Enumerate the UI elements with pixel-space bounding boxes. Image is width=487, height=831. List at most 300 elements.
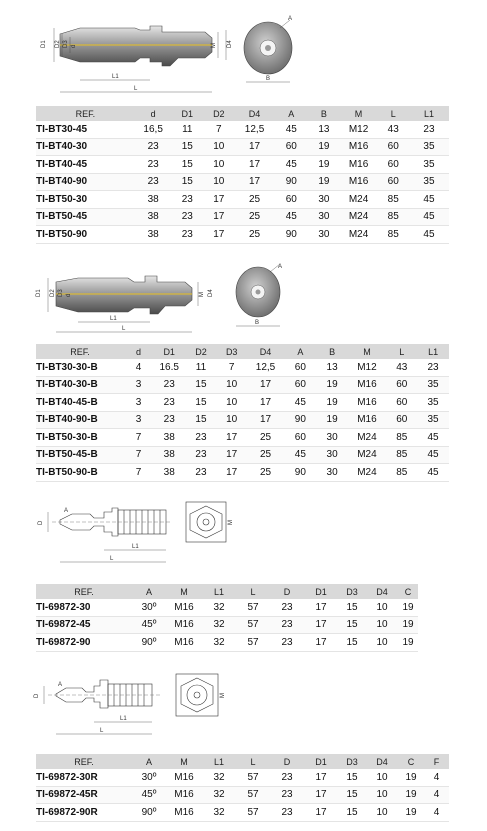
value-cell: 12,5 (235, 121, 275, 138)
svg-text:D: D (38, 520, 44, 525)
column-header: D2 (186, 344, 217, 359)
table-row (36, 226, 449, 244)
value-cell: 85 (377, 191, 409, 209)
value-cell: 19 (398, 804, 424, 822)
value-cell: 35 (417, 411, 449, 429)
ref-cell: TI-69872-30R (36, 769, 132, 786)
value-cell: 19 (398, 599, 418, 616)
column-header: B (317, 344, 348, 359)
column-header: L (236, 754, 270, 769)
ref-cell: TI-69872-90R (36, 804, 132, 822)
column-header: C (398, 754, 424, 769)
value-cell: 85 (386, 429, 417, 447)
column-header: REF. (36, 584, 132, 599)
table-header-row (36, 584, 418, 599)
svg-text:L: L (134, 86, 138, 92)
value-cell: 32 (202, 634, 236, 652)
value-cell: 45 (284, 446, 317, 464)
svg-text:d: d (71, 44, 77, 48)
value-cell: 43 (377, 121, 409, 138)
value-cell: 60 (377, 138, 409, 156)
value-cell: 7 (124, 446, 153, 464)
svg-text:L1: L1 (112, 74, 119, 80)
value-cell: 35 (417, 394, 449, 412)
value-cell: 19 (308, 173, 340, 191)
value-cell: M16 (166, 634, 202, 652)
svg-text:M: M (228, 520, 234, 525)
spec-table-din-69872 (36, 584, 418, 652)
ref-cell: TI-BT40-45-B (36, 394, 124, 412)
value-cell: M24 (347, 429, 386, 447)
value-cell: 23 (153, 394, 186, 412)
value-cell: 7 (124, 464, 153, 482)
value-cell: 57 (236, 769, 270, 786)
value-cell: 32 (202, 769, 236, 786)
ref-cell: TI-BT50-30-B (36, 429, 124, 447)
value-cell: 19 (317, 376, 348, 394)
ref-cell: TI-BT40-30-B (36, 376, 124, 394)
value-cell: 25 (247, 429, 284, 447)
svg-text:d: d (66, 293, 72, 297)
svg-text:M: M (211, 43, 217, 48)
value-cell: 45 (275, 208, 309, 226)
value-cell: M16 (340, 173, 378, 191)
value-cell: 45 (409, 226, 449, 244)
value-cell: 23 (135, 138, 172, 156)
column-header: D (270, 754, 304, 769)
table-row (36, 804, 449, 822)
value-cell: 17 (216, 464, 247, 482)
ref-cell: TI-69872-90 (36, 634, 132, 652)
column-header: D1 (153, 344, 186, 359)
value-cell: 10 (203, 173, 235, 191)
value-cell: 3 (124, 411, 153, 429)
value-cell: 57 (236, 786, 270, 804)
value-cell: 10 (216, 376, 247, 394)
value-cell: 10 (203, 138, 235, 156)
column-header: D3 (338, 754, 366, 769)
value-cell: 17 (235, 138, 275, 156)
value-cell: M16 (166, 599, 202, 616)
table-row (36, 208, 449, 226)
value-cell: 23 (270, 769, 304, 786)
value-cell: 45 (275, 156, 309, 174)
column-header: M (347, 344, 386, 359)
value-cell: 10 (203, 156, 235, 174)
svg-text:L: L (110, 556, 114, 562)
value-cell: 30 (317, 446, 348, 464)
value-cell: 15 (172, 156, 204, 174)
column-header: D1 (172, 106, 204, 121)
value-cell: 10 (216, 394, 247, 412)
ref-cell: TI-BT50-30 (36, 191, 135, 209)
value-cell: 45 (284, 394, 317, 412)
value-cell: 7 (216, 359, 247, 376)
column-header: A (284, 344, 317, 359)
column-header: M (166, 754, 202, 769)
table-row (36, 191, 449, 209)
value-cell: 25 (247, 464, 284, 482)
svg-text:L: L (100, 728, 104, 734)
value-cell: 4 (424, 769, 449, 786)
value-cell: 17 (304, 599, 338, 616)
column-header: d (135, 106, 172, 121)
value-cell: 43 (386, 359, 417, 376)
din-stud-r-drawing (0, 660, 487, 752)
value-cell: 17 (203, 208, 235, 226)
value-cell: 23 (186, 446, 217, 464)
value-cell: 23 (153, 411, 186, 429)
section-din-69872 (0, 490, 487, 660)
column-header: D4 (235, 106, 275, 121)
svg-text:D4: D4 (208, 289, 214, 297)
value-cell: 60 (275, 191, 309, 209)
value-cell: 60 (377, 156, 409, 174)
value-cell: 17 (247, 394, 284, 412)
ref-cell: TI-BT50-45-B (36, 446, 124, 464)
table-row (36, 464, 449, 482)
value-cell: 11 (172, 121, 204, 138)
spec-table-din-69872-r (36, 754, 449, 822)
svg-text:M: M (220, 693, 226, 698)
column-header: L (377, 106, 409, 121)
value-cell: 17 (216, 446, 247, 464)
svg-text:A: A (64, 508, 69, 514)
column-header: D4 (247, 344, 284, 359)
value-cell: 45º (132, 786, 166, 804)
value-cell: 25 (235, 208, 275, 226)
column-header: A (275, 106, 309, 121)
value-cell: M16 (340, 138, 378, 156)
column-header: C (398, 584, 418, 599)
value-cell: 25 (235, 226, 275, 244)
value-cell: 15 (338, 804, 366, 822)
value-cell: 45º (132, 616, 166, 634)
value-cell: 57 (236, 616, 270, 634)
value-cell: 10 (366, 634, 398, 652)
table-row (36, 173, 449, 191)
value-cell: 60 (284, 429, 317, 447)
svg-text:L: L (122, 326, 126, 332)
value-cell: M16 (340, 156, 378, 174)
value-cell: 30 (308, 208, 340, 226)
value-cell: 10 (216, 411, 247, 429)
table-row (36, 411, 449, 429)
value-cell: 10 (366, 769, 398, 786)
table-row (36, 121, 449, 138)
value-cell: 85 (377, 226, 409, 244)
value-cell: 17 (235, 173, 275, 191)
value-cell: 38 (153, 464, 186, 482)
value-cell: 3 (124, 394, 153, 412)
value-cell: 60 (284, 359, 317, 376)
value-cell: 57 (236, 804, 270, 822)
value-cell: 90 (275, 226, 309, 244)
value-cell: 90º (132, 804, 166, 822)
column-header: L1 (202, 584, 236, 599)
svg-text:D1: D1 (41, 40, 47, 48)
value-cell: M16 (166, 769, 202, 786)
value-cell: 35 (417, 376, 449, 394)
value-cell: 19 (398, 616, 418, 634)
value-cell: 23 (270, 599, 304, 616)
value-cell: 30º (132, 769, 166, 786)
table-row (36, 769, 449, 786)
value-cell: 17 (203, 226, 235, 244)
svg-text:D: D (34, 693, 40, 698)
value-cell: 23 (172, 226, 204, 244)
value-cell: 17 (304, 804, 338, 822)
value-cell: M16 (347, 376, 386, 394)
ref-cell: TI-BT40-30 (36, 138, 135, 156)
value-cell: 45 (417, 446, 449, 464)
value-cell: 45 (409, 191, 449, 209)
column-header: D3 (338, 584, 366, 599)
value-cell: 15 (186, 376, 217, 394)
value-cell: 23 (270, 786, 304, 804)
column-header: REF. (36, 344, 124, 359)
svg-text:B: B (255, 320, 260, 326)
value-cell: 90 (284, 464, 317, 482)
section-bt-b (0, 260, 487, 490)
svg-text:M: M (199, 292, 205, 297)
value-cell: 23 (135, 173, 172, 191)
value-cell: 25 (247, 446, 284, 464)
svg-text:D3: D3 (58, 289, 64, 297)
svg-text:A: A (288, 16, 293, 22)
column-header: D (270, 584, 304, 599)
column-header: D1 (304, 754, 338, 769)
value-cell: 30 (308, 226, 340, 244)
value-cell: 32 (202, 804, 236, 822)
value-cell: 23 (270, 634, 304, 652)
value-cell: 35 (409, 173, 449, 191)
value-cell: 60 (275, 138, 309, 156)
svg-text:D2: D2 (50, 289, 56, 297)
table-row (36, 634, 418, 652)
value-cell: 15 (338, 616, 366, 634)
value-cell: 23 (417, 359, 449, 376)
value-cell: 23 (135, 156, 172, 174)
value-cell: 10 (366, 804, 398, 822)
value-cell: 45 (275, 121, 309, 138)
value-cell: 13 (317, 359, 348, 376)
column-header: L1 (409, 106, 449, 121)
value-cell: 25 (235, 191, 275, 209)
ref-cell: TI-BT40-90-B (36, 411, 124, 429)
value-cell: 16.5 (153, 359, 186, 376)
value-cell: 15 (338, 634, 366, 652)
ref-cell: TI-69872-45R (36, 786, 132, 804)
table-row (36, 376, 449, 394)
value-cell: 60 (284, 376, 317, 394)
value-cell: 38 (135, 226, 172, 244)
value-cell: 16,5 (135, 121, 172, 138)
svg-text:D1: D1 (36, 289, 42, 297)
column-header: REF. (36, 106, 135, 121)
section-bt-standard (0, 0, 487, 260)
value-cell: M24 (340, 191, 378, 209)
value-cell: 60 (386, 376, 417, 394)
value-cell: 17 (216, 429, 247, 447)
value-cell: 38 (153, 429, 186, 447)
table-row (36, 446, 449, 464)
value-cell: 7 (203, 121, 235, 138)
column-header: M (340, 106, 378, 121)
value-cell: M12 (347, 359, 386, 376)
value-cell: 19 (308, 138, 340, 156)
value-cell: 23 (172, 191, 204, 209)
value-cell: 90º (132, 634, 166, 652)
value-cell: 32 (202, 616, 236, 634)
value-cell: 23 (270, 804, 304, 822)
column-header: D3 (216, 344, 247, 359)
value-cell: M16 (347, 394, 386, 412)
value-cell: 23 (186, 429, 217, 447)
column-header: d (124, 344, 153, 359)
value-cell: 23 (172, 208, 204, 226)
table-row (36, 616, 418, 634)
value-cell: 19 (308, 156, 340, 174)
table-row (36, 786, 449, 804)
value-cell: 15 (186, 394, 217, 412)
value-cell: 17 (247, 376, 284, 394)
value-cell: 90 (284, 411, 317, 429)
table-header-row (36, 754, 449, 769)
value-cell: 10 (366, 599, 398, 616)
ref-cell: TI-69872-30 (36, 599, 132, 616)
svg-text:A: A (278, 264, 283, 270)
column-header: A (132, 754, 166, 769)
ref-cell: TI-BT40-45 (36, 156, 135, 174)
value-cell: 85 (377, 208, 409, 226)
ref-cell: TI-BT30-30-B (36, 359, 124, 376)
value-cell: 30º (132, 599, 166, 616)
section-din-69872-r (0, 660, 487, 831)
value-cell: 85 (386, 446, 417, 464)
svg-text:L1: L1 (120, 716, 127, 722)
value-cell: 45 (417, 429, 449, 447)
value-cell: M24 (347, 464, 386, 482)
column-header: D2 (203, 106, 235, 121)
value-cell: 90 (275, 173, 309, 191)
column-header: REF. (36, 754, 132, 769)
column-header: L1 (202, 754, 236, 769)
value-cell: 35 (409, 156, 449, 174)
value-cell: 23 (409, 121, 449, 138)
value-cell: 23 (153, 376, 186, 394)
value-cell: 30 (317, 464, 348, 482)
column-header: F (424, 754, 449, 769)
value-cell: 17 (235, 156, 275, 174)
value-cell: 3 (124, 376, 153, 394)
ref-cell: TI-BT50-90 (36, 226, 135, 244)
value-cell: 38 (135, 208, 172, 226)
spec-table-bt-standard (36, 106, 449, 244)
value-cell: 60 (386, 394, 417, 412)
svg-text:L1: L1 (132, 544, 139, 550)
ref-cell: TI-BT30-45 (36, 121, 135, 138)
table-row (36, 599, 418, 616)
column-header: L (236, 584, 270, 599)
column-header: D4 (366, 584, 398, 599)
value-cell: 60 (386, 411, 417, 429)
value-cell: 19 (317, 394, 348, 412)
value-cell: 17 (304, 616, 338, 634)
value-cell: 19 (317, 411, 348, 429)
column-header: B (308, 106, 340, 121)
value-cell: 19 (398, 634, 418, 652)
value-cell: 38 (135, 191, 172, 209)
table-row (36, 429, 449, 447)
value-cell: M16 (166, 804, 202, 822)
value-cell: 32 (202, 786, 236, 804)
svg-text:D4: D4 (227, 40, 233, 48)
value-cell: 17 (247, 411, 284, 429)
value-cell: M24 (347, 446, 386, 464)
value-cell: 15 (172, 173, 204, 191)
value-cell: M24 (340, 208, 378, 226)
value-cell: 19 (398, 769, 424, 786)
value-cell: 15 (186, 411, 217, 429)
column-header: A (132, 584, 166, 599)
value-cell: 4 (424, 786, 449, 804)
svg-text:D3: D3 (63, 40, 69, 48)
value-cell: 13 (308, 121, 340, 138)
column-header: L1 (417, 344, 449, 359)
value-cell: 32 (202, 599, 236, 616)
value-cell: 35 (409, 138, 449, 156)
table-row (36, 156, 449, 174)
table-row (36, 394, 449, 412)
svg-text:L1: L1 (110, 316, 117, 322)
value-cell: 23 (186, 464, 217, 482)
svg-text:A: A (58, 682, 63, 688)
svg-text:D2: D2 (55, 40, 61, 48)
column-header: D1 (304, 584, 338, 599)
table-header-row (36, 106, 449, 121)
value-cell: 23 (270, 616, 304, 634)
value-cell: 15 (172, 138, 204, 156)
value-cell: 45 (409, 208, 449, 226)
ref-cell: TI-BT50-45 (36, 208, 135, 226)
value-cell: 85 (386, 464, 417, 482)
value-cell: 57 (236, 599, 270, 616)
value-cell: 15 (338, 599, 366, 616)
value-cell: 15 (338, 786, 366, 804)
value-cell: M12 (340, 121, 378, 138)
value-cell: 12,5 (247, 359, 284, 376)
value-cell: M16 (347, 411, 386, 429)
value-cell: M16 (166, 616, 202, 634)
pull-stud-b-drawing (0, 260, 487, 342)
value-cell: 19 (398, 786, 424, 804)
ref-cell: TI-BT40-90 (36, 173, 135, 191)
spec-table-bt-b (36, 344, 449, 482)
din-stud-drawing (0, 490, 487, 582)
value-cell: 57 (236, 634, 270, 652)
value-cell: 4 (424, 804, 449, 822)
value-cell: M16 (166, 786, 202, 804)
column-header: D4 (366, 754, 398, 769)
svg-text:B: B (266, 76, 271, 82)
value-cell: 15 (338, 769, 366, 786)
value-cell: 4 (124, 359, 153, 376)
table-header-row (36, 344, 449, 359)
value-cell: 10 (366, 616, 398, 634)
value-cell: 45 (417, 464, 449, 482)
value-cell: 17 (304, 634, 338, 652)
